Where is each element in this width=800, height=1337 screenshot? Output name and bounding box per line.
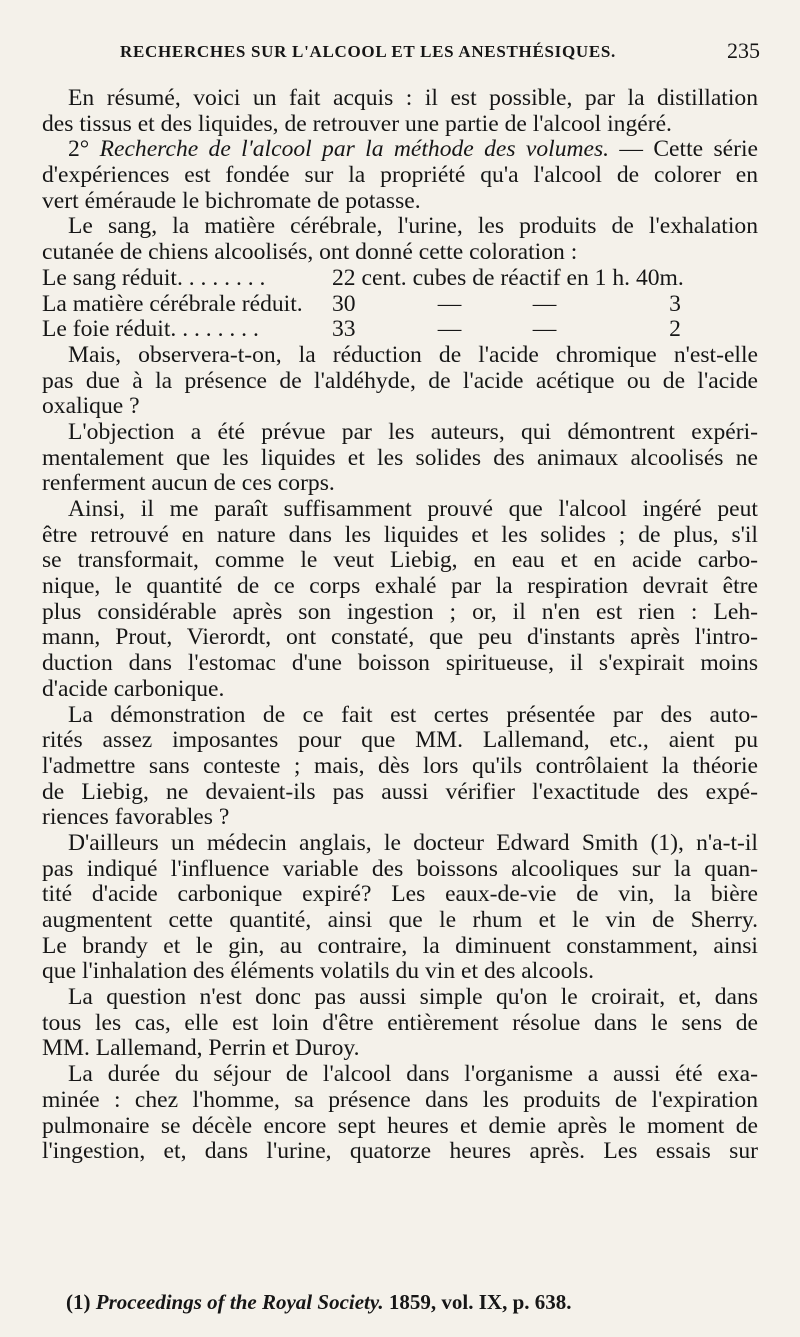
text-fragment: — Cette série — [609, 136, 758, 163]
text-line: Le sang, la matière cérébrale, l'urine, les produits de l'exhalation — [68, 213, 758, 240]
text-line: vert éméraude le bichromate de potasse. — [42, 187, 421, 214]
text-line: oxalique ? — [42, 393, 140, 420]
ditto-mark: — — [532, 290, 557, 317]
text-line: l'ingestion, et, dans l'urine, quatorze heures après. Les essais sur — [42, 1138, 758, 1165]
page-header — [30, 38, 760, 68]
table-time: 3 — [669, 290, 681, 317]
table-label: Le foie réduit. . . . . . . . — [42, 316, 259, 343]
table-label: Le sang réduit. . . . . . . . — [42, 264, 266, 291]
text-line: mann, Prout, Vierordt, ont constaté, que peu d'instants après l'intro- — [42, 624, 758, 651]
text-line: riences favorables ? — [42, 804, 230, 831]
text-line: Ainsi, il me paraît suffisamment prouvé que l'alcool ingéré peut — [68, 496, 758, 522]
text-line: La question n'est donc pas aussi simple qu'on le croirait, et, dans — [68, 984, 758, 1011]
body-text — [42, 86, 758, 1165]
footnote — [66, 1290, 572, 1315]
text-line: se transformait, comme le veut Liebig, en eau et en acide carbo- — [42, 547, 758, 574]
text-line: MM. Lallemand, Perrin et Duroy. — [42, 1035, 360, 1062]
text-line: que l'inhalation des éléments volatils du vin et des alcools. — [42, 958, 595, 985]
text-line: La démonstration de ce fait est certes présentée par des auto- — [68, 701, 758, 728]
text-line — [42, 137, 758, 163]
text-line: renferment aucun de ces corps. — [42, 470, 335, 497]
text-line: nique, le quantité de ce corps exhalé par la respiration devrait être — [42, 573, 758, 600]
text-line: pas indiqué l'influence variable des boissons alcooliques sur la quan- — [42, 855, 758, 882]
table-value: 22 cent. cubes de réactif en 1 h. 40m. — [332, 264, 684, 291]
text-line: augmentent cette quantité, ainsi que le rhum et le vin de Sherry. — [42, 907, 758, 933]
text-line: La durée du séjour de l'alcool dans l'organisme a aussi été exa- — [68, 1061, 758, 1088]
text-line: pulmonaire se décèle encore sept heures et demie après le moment de — [42, 1112, 758, 1139]
table-value: 33 — [332, 316, 356, 343]
table-label: La matière cérébrale réduit. — [42, 290, 303, 317]
table-row — [42, 292, 758, 318]
table-time: 2 — [669, 316, 681, 343]
text-line: L'objection a été prévue par les auteurs, qui démontrent expéri- — [68, 418, 758, 445]
text-line: D'ailleurs un médecin anglais, le docteur Edward Smith (1), n'a-t-il — [68, 829, 758, 856]
running-title: RECHERCHES SUR L'ALCOOL ET LES ANESTHÉSIQUES. — [120, 42, 617, 61]
text-line: tous les cas, elle est loin d'être entièrement résolue dans le sens de — [42, 1009, 758, 1036]
text-line: de Liebig, ne devaient-ils pas aussi vérifier l'exactitude des expé- — [42, 778, 758, 805]
page-number: 235 — [727, 38, 760, 63]
text-line: être retrouvé en nature dans les liquides et les solides ; de plus, s'il — [42, 521, 758, 548]
text-line: rités assez imposantes pour que MM. Lallemand, etc., aient pu — [42, 727, 758, 754]
text-line: minée : chez l'homme, sa présence dans les produits de l'expiration — [42, 1086, 758, 1113]
text-line: duction dans l'estomac d'une boisson spiritueuse, il s'expirait moins — [42, 650, 758, 677]
footnote-source: Proceedings of the Royal Society. — [95, 1290, 384, 1314]
ditto-mark: — — [437, 316, 462, 343]
text-line: Le brandy et le gin, au contraire, la diminuent constamment, ainsi — [42, 932, 758, 959]
ditto-mark: — — [532, 316, 557, 343]
table-value: 30 — [332, 290, 356, 317]
text-line: pas due à la présence de l'aldéhyde, de l'acide acétique ou de l'acide — [42, 367, 758, 394]
text-line: mentalement que les liquides et les solides des animaux alcoolisés ne — [42, 444, 758, 471]
table-row — [42, 317, 758, 343]
text-line: cutanée de chiens alcoolisés, ont donné cette coloration : — [42, 239, 578, 266]
footnote-marker: (1) — [66, 1290, 91, 1314]
ditto-mark: — — [437, 290, 462, 317]
section-number: 2° — [68, 136, 100, 163]
table-row — [42, 266, 758, 292]
text-line: tité d'acide carbonique expiré? Les eaux-de-vie de vin, la bière — [42, 881, 758, 908]
text-line: d'acide carbonique. — [42, 675, 225, 702]
text-line: Mais, observera-t-on, la réduction de l'acide chromique n'est-elle — [68, 341, 758, 368]
section-title: Recherche de l'alcool par la méthode des volumes. — [99, 136, 610, 163]
footnote-citation: 1859, vol. IX, p. 638. — [388, 1290, 572, 1314]
text-line: des tissus et des liquides, de retrouver une partie de l'alcool ingéré. — [42, 110, 672, 137]
text-line: d'expériences est fondée sur la propriété qu'a l'alcool de colorer en — [42, 162, 758, 189]
text-line: l'admettre sans conteste ; mais, dès lors qu'ils contrôlaient la théorie — [42, 752, 758, 779]
text-line: En résumé, voici un fait acquis : il est possible, par la distillation — [68, 85, 758, 111]
text-line: plus considérable après son ingestion ; or, il n'en est rien : Leh- — [42, 598, 758, 625]
